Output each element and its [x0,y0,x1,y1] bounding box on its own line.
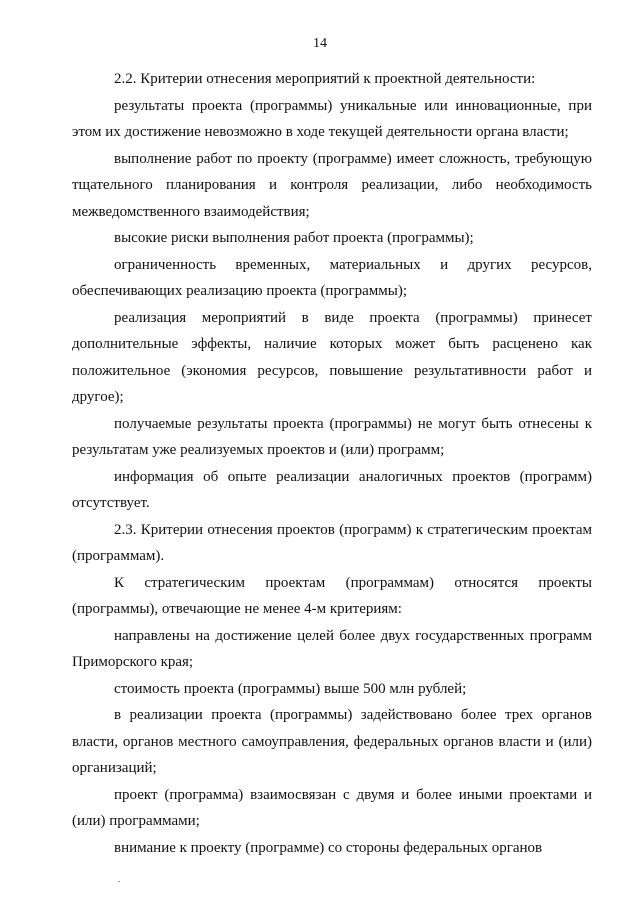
strategic-criterion-paragraph: стоимость проекта (программы) выше 500 млн рублей; [114,680,467,697]
section-heading-2-2: 2.2. Критерии отнесения мероприятий к проектной деятельности: [114,71,536,87]
strategic-criterion-paragraph: внимание к проекту (программе) со стороны федеральных органов [114,839,543,856]
criterion-paragraph: получаемые результаты проекта (программы) не могут быть отнесены к результатам уже реализуемых проектов и (или) программ; [72,415,592,458]
criterion-paragraph: реализация мероприятий в виде проекта (программы) принесет дополнительные эффекты, наличие которых может быть расценено как положительное (экономия ресурсов, повышение результативности работ и другое); [72,309,592,405]
section-heading-2-3: 2.3. Критерии отнесения проектов (программ) к стратегическим проектам (программам). [72,521,592,564]
strategic-intro-paragraph: К стратегическим проектам (программам) относятся проекты (программы), отвечающие не менее 4-м критериям: [72,574,592,617]
criterion-paragraph: выполнение работ по проекту (программе) имеет сложность, требующую тщательного планирования и контроля реализации, либо необходимость межведомственного взаимодействия; [72,150,592,220]
criterion-paragraph: высокие риски выполнения работ проекта (программы); [114,230,474,246]
document-body [72,66,592,861]
criterion-paragraph: ограниченность временных, материальных и других ресурсов, обеспечивающих реализацию проекта (программы); [72,256,592,299]
strategic-criterion-paragraph: направлены на достижение целей более двух государственных программ Приморского края; [72,627,592,670]
scan-speck [118,881,120,882]
strategic-criterion-paragraph: в реализации проекта (программы) задействовано более трех органов власти, органов местного самоуправления, федеральных органов власти и (или) организаций; [72,707,592,776]
page-number: 14 [313,36,327,51]
criterion-paragraph: информация об опыте реализации аналогичных проектов (программ) отсутствует. [72,468,592,511]
strategic-criterion-paragraph: проект (программа) взаимосвязан с двумя и более иными проектами и (или) программами; [72,786,592,829]
criterion-paragraph: результаты проекта (программы) уникальные или инновационные, при этом их достижение невозможно в ходе текущей деятельности органа власти; [72,97,592,140]
